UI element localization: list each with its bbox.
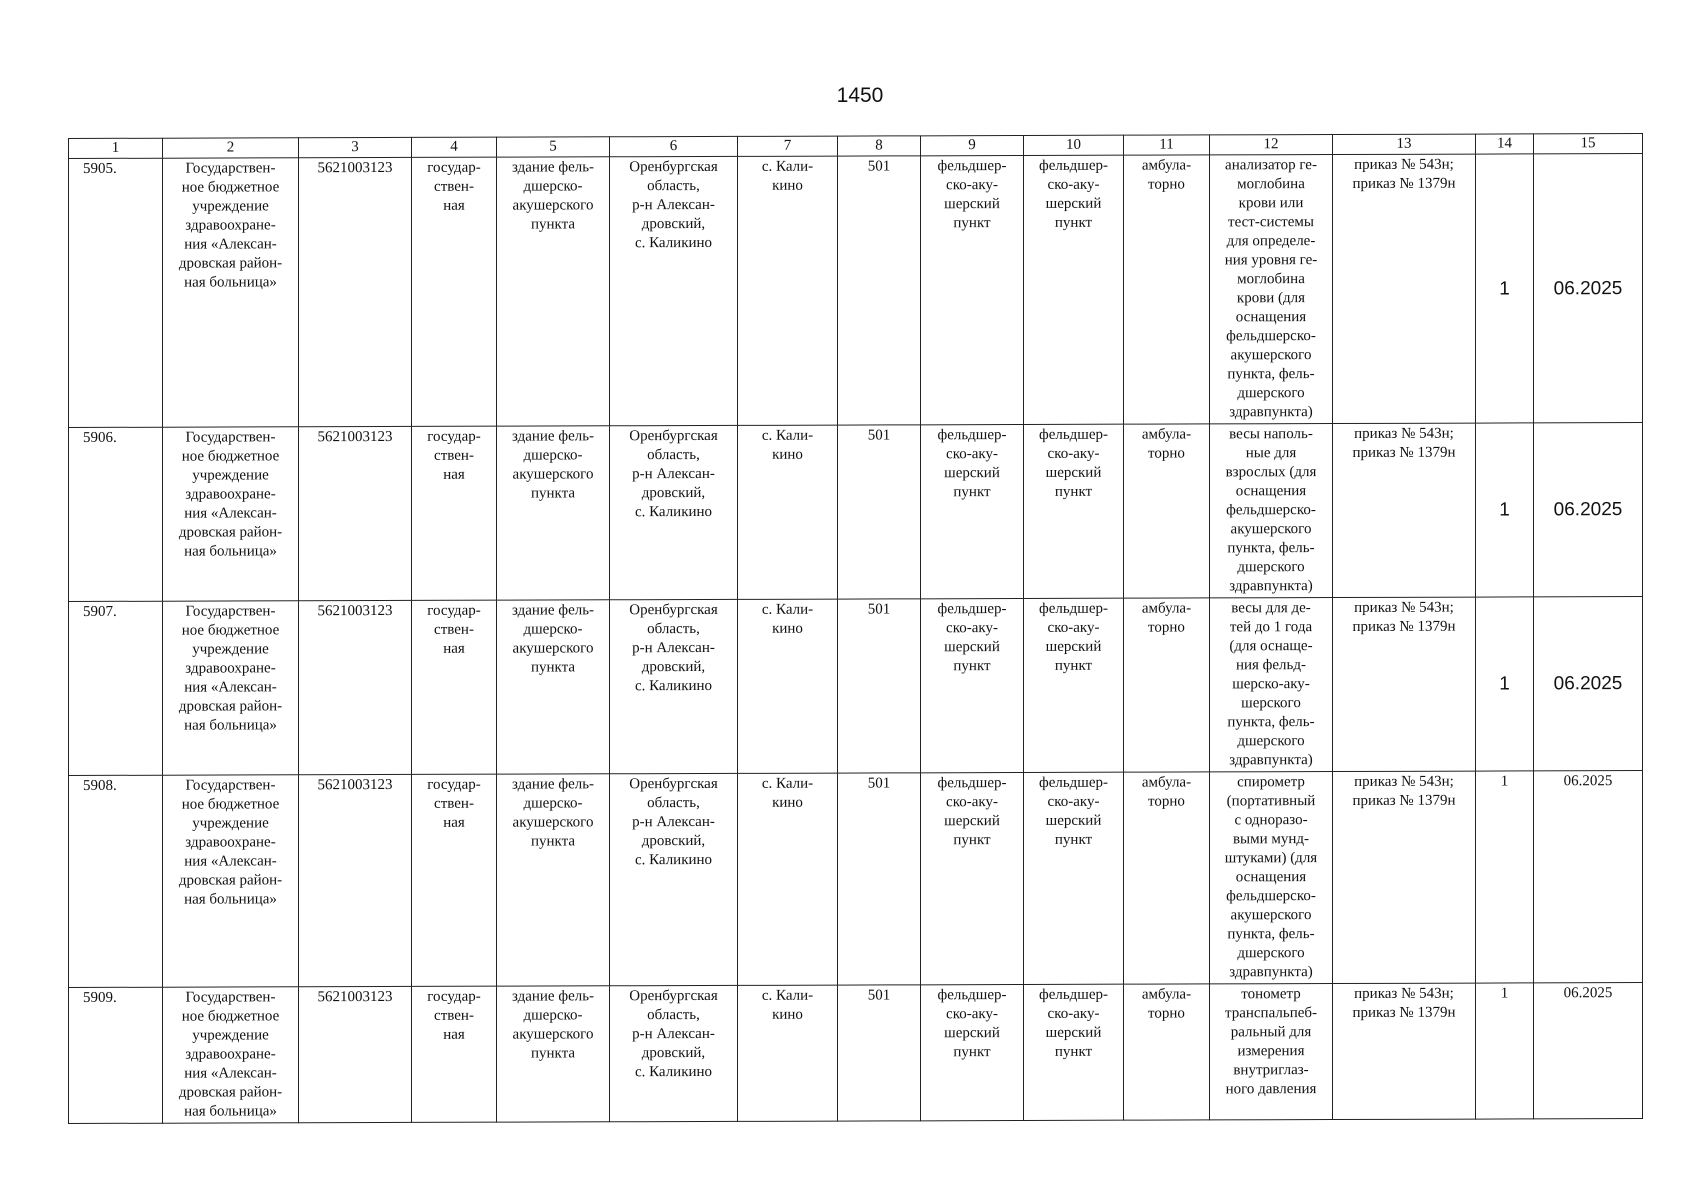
table-row [69, 983, 1643, 1124]
unit-cell [1024, 772, 1124, 984]
quantity-cell: 1 [1476, 983, 1534, 1119]
organization-cell [163, 601, 299, 775]
address-cell [610, 773, 738, 985]
unit-text: фельдшер- ско-аку- шерский пункт [1038, 774, 1109, 848]
subdivision-text: фельдшер- ско-аку- шерский пункт [937, 158, 1007, 232]
equipment-cell [1210, 155, 1333, 424]
date-cell: 06.2025 [1534, 771, 1643, 983]
unit-cell [1024, 155, 1124, 424]
unit-cell [1024, 598, 1124, 772]
building-text: здание фель- дшерско- акушерского пункта [511, 428, 595, 502]
subdivision-text: фельдшер- ско-аку- шерский пункт [937, 601, 1007, 675]
order-cell [1333, 771, 1476, 983]
order-text: приказ № 543н; приказ № 1379н [1352, 425, 1456, 461]
address-cell [610, 985, 738, 1121]
table-row [69, 423, 1643, 602]
care-type-text: амбула- торно [1141, 157, 1192, 193]
code-cell: 501 [838, 985, 921, 1121]
locality-cell [738, 985, 838, 1121]
ownership-text: государ- ствен- ная [427, 159, 481, 214]
column-header: 4 [412, 137, 497, 157]
inn-cell: 5621003123 [299, 986, 412, 1122]
table-row [69, 771, 1643, 988]
locality-text: с. Кали- кино [761, 427, 814, 463]
unit-text: фельдшер- ско-аку- шерский пункт [1038, 600, 1109, 674]
ownership-cell [412, 157, 497, 426]
quantity-cell: 1 [1476, 771, 1534, 983]
row-number-cell: 5907. [69, 601, 163, 775]
date-cell: 06.2025 [1534, 154, 1643, 423]
equipment-cell [1210, 984, 1333, 1120]
code-cell: 501 [838, 599, 921, 773]
column-header: 2 [163, 138, 299, 158]
page-number: 1450 [836, 84, 884, 107]
address-cell [610, 599, 738, 773]
organization-text: Государствен- ное бюджетное учреждение здравоохране- ния «Алексан- дровская район- ная больница» [178, 429, 283, 560]
organization-cell [163, 987, 299, 1123]
equipment-text: весы наполь- ные для взрослых (для оснащения фельдшерско- акушерского пункта, фель- дшерского здравпункта) [1225, 426, 1317, 595]
care-type-cell [1124, 424, 1210, 598]
subdivision-cell [921, 598, 1024, 772]
organization-cell [163, 158, 299, 427]
order-text: приказ № 543н; приказ № 1379н [1352, 599, 1456, 635]
registry-table [68, 133, 1643, 1124]
inn-cell: 5621003123 [299, 600, 412, 774]
locality-text: с. Кали- кино [761, 987, 814, 1023]
column-header: 11 [1124, 135, 1210, 155]
organization-cell [163, 775, 299, 987]
row-number-cell: 5905. [69, 158, 163, 427]
organization-text: Государствен- ное бюджетное учреждение здравоохране- ния «Алексан- дровская район- ная больница» [178, 603, 283, 734]
building-cell [497, 426, 610, 600]
table-body [69, 154, 1643, 1124]
code-cell: 501 [838, 773, 921, 985]
date-cell: 06.2025 [1534, 983, 1643, 1119]
order-text: приказ № 543н; приказ № 1379н [1352, 156, 1456, 192]
date-cell: 06.2025 [1534, 597, 1643, 771]
subdivision-text: фельдшер- ско-аку- шерский пункт [937, 775, 1007, 849]
code-cell: 501 [838, 156, 921, 425]
subdivision-text: фельдшер- ско-аку- шерский пункт [937, 987, 1007, 1061]
subdivision-cell [921, 155, 1024, 424]
care-type-text: амбула- торно [1141, 600, 1192, 636]
column-header: 9 [921, 135, 1024, 155]
address-text: Оренбургская область, р-н Алексан- дровский, с. Каликино [629, 775, 718, 869]
order-text: приказ № 543н; приказ № 1379н [1352, 985, 1456, 1021]
unit-text: фельдшер- ско-аку- шерский пункт [1038, 986, 1109, 1060]
equipment-text: весы для де- тей до 1 года (для оснаще- ния фельд- шерско-аку- шерского пункта, фель- дшерского здравпункта) [1227, 600, 1315, 769]
care-type-text: амбула- торно [1141, 426, 1192, 462]
order-cell [1333, 983, 1476, 1119]
quantity-cell: 1 [1476, 423, 1534, 597]
column-header: 6 [610, 136, 738, 156]
building-text: здание фель- дшерско- акушерского пункта [511, 988, 595, 1062]
address-text: Оренбургская область, р-н Алексан- дровский, с. Каликино [629, 987, 718, 1081]
column-header: 15 [1534, 134, 1643, 154]
ownership-cell [412, 774, 497, 986]
ownership-cell [412, 600, 497, 774]
building-cell [497, 600, 610, 774]
column-header: 7 [738, 136, 838, 156]
table-row [69, 154, 1643, 428]
column-header: 10 [1024, 135, 1124, 155]
building-cell [497, 774, 610, 986]
care-type-text: амбула- торно [1141, 986, 1192, 1022]
locality-cell [738, 156, 838, 425]
care-type-cell [1124, 772, 1210, 984]
building-cell [497, 986, 610, 1122]
building-cell [497, 157, 610, 426]
equipment-text: анализатор ге- моглобина крови или тест-системы для определе- ния уровня ге- моглобина крови (для оснащения фельдшерско- акушерского пункта, фель- дшерского здравпункта) [1224, 157, 1318, 421]
organization-cell [163, 427, 299, 601]
ownership-text: государ- ствен- ная [427, 988, 481, 1043]
order-cell [1333, 154, 1476, 423]
unit-cell [1024, 424, 1124, 598]
address-cell [610, 425, 738, 599]
subdivision-cell [921, 984, 1024, 1120]
equipment-text: спирометр (портативный с одноразо- выми мунд- штуками) (для оснащения фельдшерско- акушерского пункта, фель- дшерского здравпункта) [1224, 774, 1318, 981]
care-type-text: амбула- торно [1141, 774, 1192, 810]
quantity-cell: 1 [1476, 597, 1534, 771]
column-header: 5 [497, 137, 610, 157]
quantity-cell: 1 [1476, 154, 1534, 423]
address-text: Оренбургская область, р-н Алексан- дровский, с. Каликино [629, 601, 718, 695]
row-number-cell: 5906. [69, 427, 163, 601]
table-row [69, 597, 1643, 776]
column-header: 14 [1476, 134, 1534, 154]
address-text: Оренбургская область, р-н Алексан- дровский, с. Каликино [629, 427, 718, 521]
inn-cell: 5621003123 [299, 426, 412, 600]
ownership-cell [412, 426, 497, 600]
care-type-cell [1124, 984, 1210, 1120]
care-type-cell [1124, 155, 1210, 424]
ownership-text: государ- ствен- ная [427, 776, 481, 831]
locality-cell [738, 599, 838, 773]
unit-cell [1024, 984, 1124, 1120]
care-type-cell [1124, 598, 1210, 772]
building-text: здание фель- дшерско- акушерского пункта [511, 602, 595, 676]
locality-text: с. Кали- кино [761, 775, 814, 811]
locality-cell [738, 773, 838, 985]
column-header: 1 [69, 138, 163, 158]
organization-text: Государствен- ное бюджетное учреждение здравоохране- ния «Алексан- дровская район- ная больница» [178, 989, 283, 1120]
column-header: 12 [1210, 135, 1333, 155]
unit-text: фельдшер- ско-аку- шерский пункт [1038, 157, 1109, 231]
address-cell [610, 156, 738, 425]
row-number-cell: 5908. [69, 775, 163, 987]
equipment-cell [1210, 772, 1333, 984]
inn-cell: 5621003123 [299, 774, 412, 986]
unit-text: фельдшер- ско-аку- шерский пункт [1038, 426, 1109, 500]
date-cell: 06.2025 [1534, 423, 1643, 597]
subdivision-cell [921, 424, 1024, 598]
code-cell: 501 [838, 425, 921, 599]
organization-text: Государствен- ное бюджетное учреждение здравоохране- ния «Алексан- дровская район- ная больница» [178, 777, 283, 908]
locality-cell [738, 425, 838, 599]
row-number-cell: 5909. [69, 987, 163, 1123]
ownership-text: государ- ствен- ная [427, 602, 481, 657]
building-text: здание фель- дшерско- акушерского пункта [511, 776, 595, 850]
subdivision-cell [921, 772, 1024, 984]
column-header: 3 [299, 137, 412, 157]
building-text: здание фель- дшерско- акушерского пункта [511, 159, 595, 233]
equipment-cell [1210, 598, 1333, 772]
ownership-text: государ- ствен- ная [427, 428, 481, 483]
locality-text: с. Кали- кино [761, 158, 814, 194]
order-cell [1333, 423, 1476, 597]
organization-text: Государствен- ное бюджетное учреждение здравоохране- ния «Алексан- дровская район- ная больница» [178, 160, 283, 291]
order-text: приказ № 543н; приказ № 1379н [1352, 773, 1456, 809]
ownership-cell [412, 986, 497, 1122]
address-text: Оренбургская область, р-н Алексан- дровский, с. Каликино [629, 158, 718, 252]
column-header: 13 [1333, 134, 1476, 154]
equipment-cell [1210, 424, 1333, 598]
column-header: 8 [838, 136, 921, 156]
locality-text: с. Кали- кино [761, 601, 814, 637]
equipment-text: тонометр транспальпеб- ральный для измерения внутриглаз- ного давления [1224, 986, 1318, 1098]
subdivision-text: фельдшер- ско-аку- шерский пункт [937, 427, 1007, 501]
order-cell [1333, 597, 1476, 771]
inn-cell: 5621003123 [299, 157, 412, 426]
